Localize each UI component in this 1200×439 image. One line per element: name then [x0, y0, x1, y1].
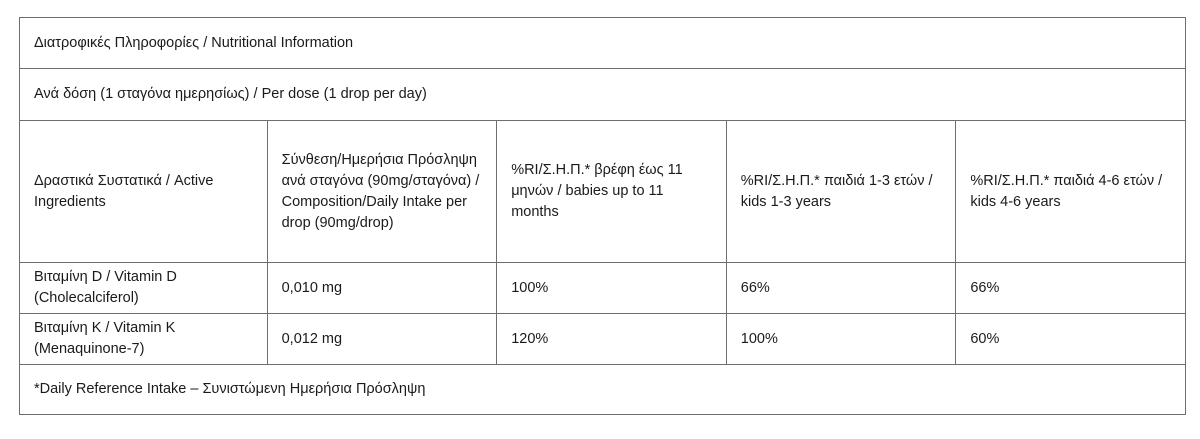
ri-kids-4-6-cell: 66%	[956, 263, 1186, 314]
ri-kids-1-3-cell: 100%	[726, 314, 956, 365]
table-title: Διατροφικές Πληροφορίες / Nutritional Information	[20, 18, 1186, 69]
ri-kids-1-3-cell: 66%	[726, 263, 956, 314]
ri-babies-cell: 100%	[497, 263, 727, 314]
composition-cell: 0,010 mg	[267, 263, 497, 314]
table-row	[20, 263, 1186, 314]
dose-info: Ανά δόση (1 σταγόνα ημερησίως) / Per dose (1 drop per day)	[20, 69, 1186, 121]
header-ri-babies: %RI/Σ.Η.Π.* βρέφη έως 11 μηνών / babies up to 11 months	[497, 121, 727, 263]
header-active-ingredients: Δραστικά Συστατικά / Active Ingredients	[20, 121, 268, 263]
composition-cell: 0,012 mg	[267, 314, 497, 365]
dose-row	[20, 69, 1186, 121]
header-composition: Σύνθεση/Ημερήσια Πρόσληψη ανά σταγόνα (90mg/σταγόνα) / Composition/Daily Intake per drop (90mg/drop)	[267, 121, 497, 263]
nutrition-table	[19, 17, 1186, 415]
header-ri-kids-4-6: %RI/Σ.Η.Π.* παιδιά 4-6 ετών / kids 4-6 years	[956, 121, 1186, 263]
title-row	[20, 18, 1186, 69]
ingredient-cell: Βιταμίνη D / Vitamin D (Cholecalciferol)	[20, 263, 268, 314]
ingredient-cell: Βιταμίνη K / Vitamin K (Menaquinone-7)	[20, 314, 268, 365]
footnote-row	[20, 365, 1186, 415]
header-ri-kids-1-3: %RI/Σ.Η.Π.* παιδιά 1-3 ετών / kids 1-3 years	[726, 121, 956, 263]
ri-kids-4-6-cell: 60%	[956, 314, 1186, 365]
table-row	[20, 314, 1186, 365]
ri-babies-cell: 120%	[497, 314, 727, 365]
footnote: *Daily Reference Intake – Συνιστώμενη Ημερήσια Πρόσληψη	[20, 365, 1186, 415]
header-row	[20, 121, 1186, 263]
